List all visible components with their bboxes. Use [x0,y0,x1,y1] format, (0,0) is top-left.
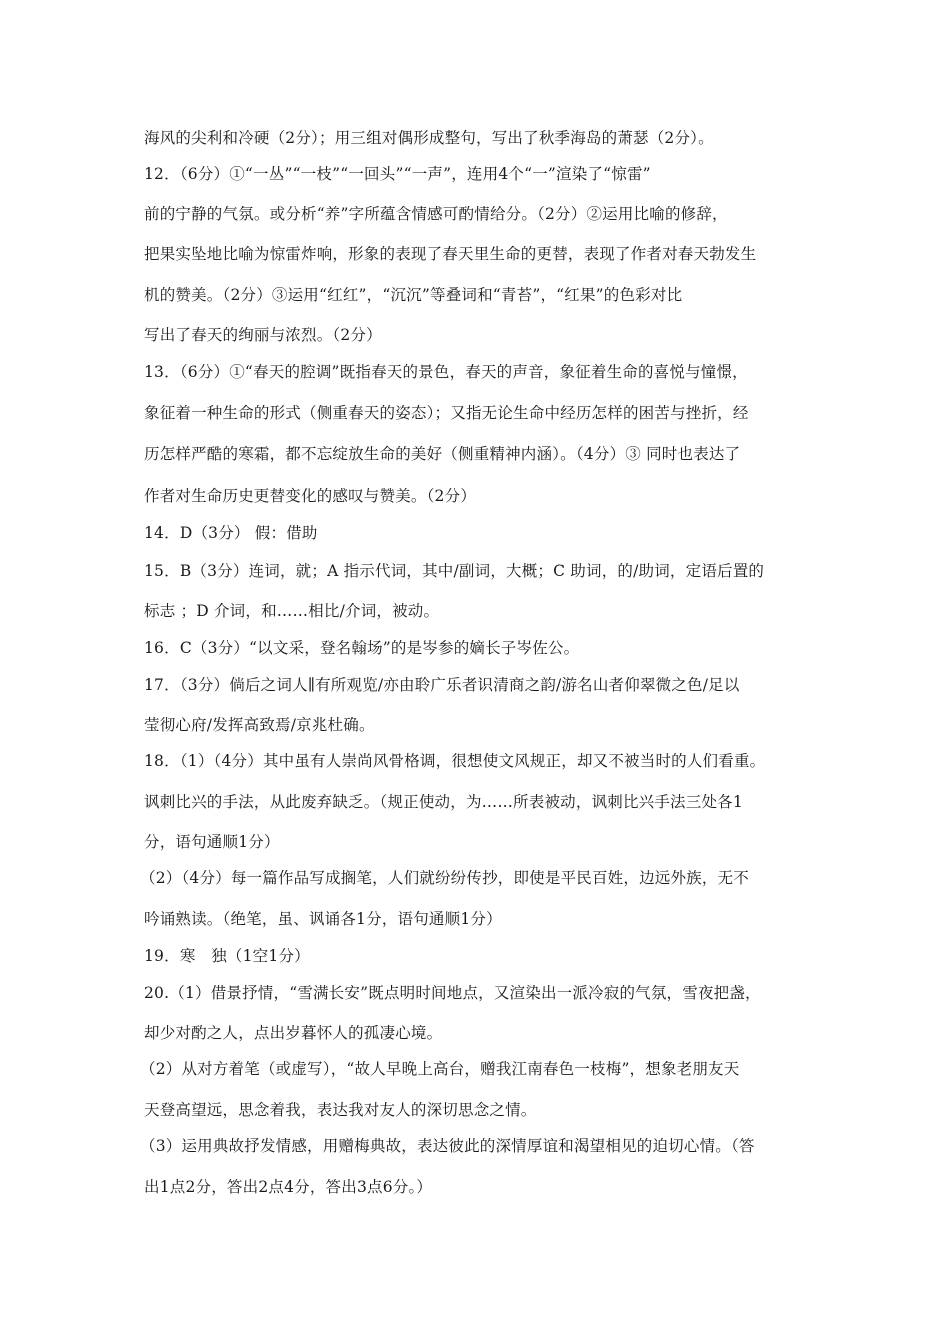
text-line: 分，语句通顺1分） [144,833,280,851]
text-line: （3）运用典故抒发情感，用赠梅典故，表达彼此的深情厚谊和渴望相见的迫切心情。（答 [140,1137,755,1155]
text-line: 莹彻心府/发挥高致焉/京兆杜确。 [144,716,375,734]
text-line: 天登高望远，思念着我，表达我对友人的深切思念之情。 [144,1101,537,1119]
text-line: 16．C（3分）“以文采，登名翰场”的是岑参的嫡长子岑佐公。 [144,639,580,657]
text-line: 吟诵熟读。（绝笔，虽、讽诵各1分，语句通顺1分） [144,910,502,928]
text-line: 18．（1）（4分）其中虽有人崇尚风骨格调，很想使文风规正，却又不被当时的人们看重。 [144,752,766,770]
text-line: 13．（6分）①“春天的腔调”既指春天的景色，春天的声音，象征着生命的喜悦与憧憬， [144,363,748,381]
text-line: 20.（1）借景抒情，“雪满长安”既点明时间地点，又渲染出一派冷寂的气氛，雪夜把盏， [144,984,761,1002]
text-line: 前的宁静的气氛。或分析“养”字所蕴含情感可酌情给分。（2分）②运用比喻的修辞， [144,205,728,223]
text-line: 机的赞美。（2分）③运用“红红”，“沉沉”等叠词和“青苔”，“红果”的色彩对比 [144,286,683,304]
text-line: 却少对酌之人，点出岁暮怀人的孤凄心境。 [144,1024,443,1042]
text-line: 讽刺比兴的手法，从此废弃缺乏。（规正使动，为……所表被动，讽刺比兴手法三处各1 [144,793,743,811]
text-line: 海风的尖利和冷硬（2分）；用三组对偶形成整句，写出了秋季海岛的萧瑟（2分）。 [144,129,714,147]
text-line: 14．D（3分） 假：借助 [144,524,318,542]
text-line: （2）（4分）每一篇作品写成搁笔，人们就纷纷传抄，即使是平民百姓，边远外族，无不 [140,869,749,887]
text-line: 标志 ；D 介词，和……相比/介词，被动。 [144,602,440,620]
text-line: （2）从对方着笔（或虚写），“故人早晚上高台，赠我江南春色一枝梅”，想象老朋友天 [140,1060,740,1078]
text-line: 把果实坠地比喻为惊雷炸响，形象的表现了春天里生命的更替，表现了作者对春天勃发生 [144,245,757,263]
text-line: 历怎样严酷的寒霜，都不忘绽放生命的美好（侧重精神内涵）。（4分）③ 同时也表达了 [144,445,741,463]
text-line: 15．B（3分）连词，就；A 指示代词，其中/副词，大概；C 助词，的/助词，定语后置的 [144,562,765,580]
text-line: 17．（3分）倘后之词人∥有所观览/亦由聆广乐者识清商之韵/游名山者仰翠微之色/足以 [144,676,740,694]
text-line: 出1点2分，答出2点4分，答出3点6分。） [144,1178,433,1196]
text-line: 作者对生命历史更替变化的感叹与赞美。（2分） [144,487,477,505]
text-line: 象征着一种生命的形式（侧重春天的姿态）；又指无论生命中经历怎样的困苦与挫折，经 [144,404,749,422]
text-line: 12．（6分）①“一丛”“一枝”“一回头”“一声”，连用4个“一”渲染了“惊雷” [144,165,651,183]
text-line: 19．寒 独（1空1分） [144,947,310,965]
text-line: 写出了春天的绚丽与浓烈。（2分） [144,326,382,344]
